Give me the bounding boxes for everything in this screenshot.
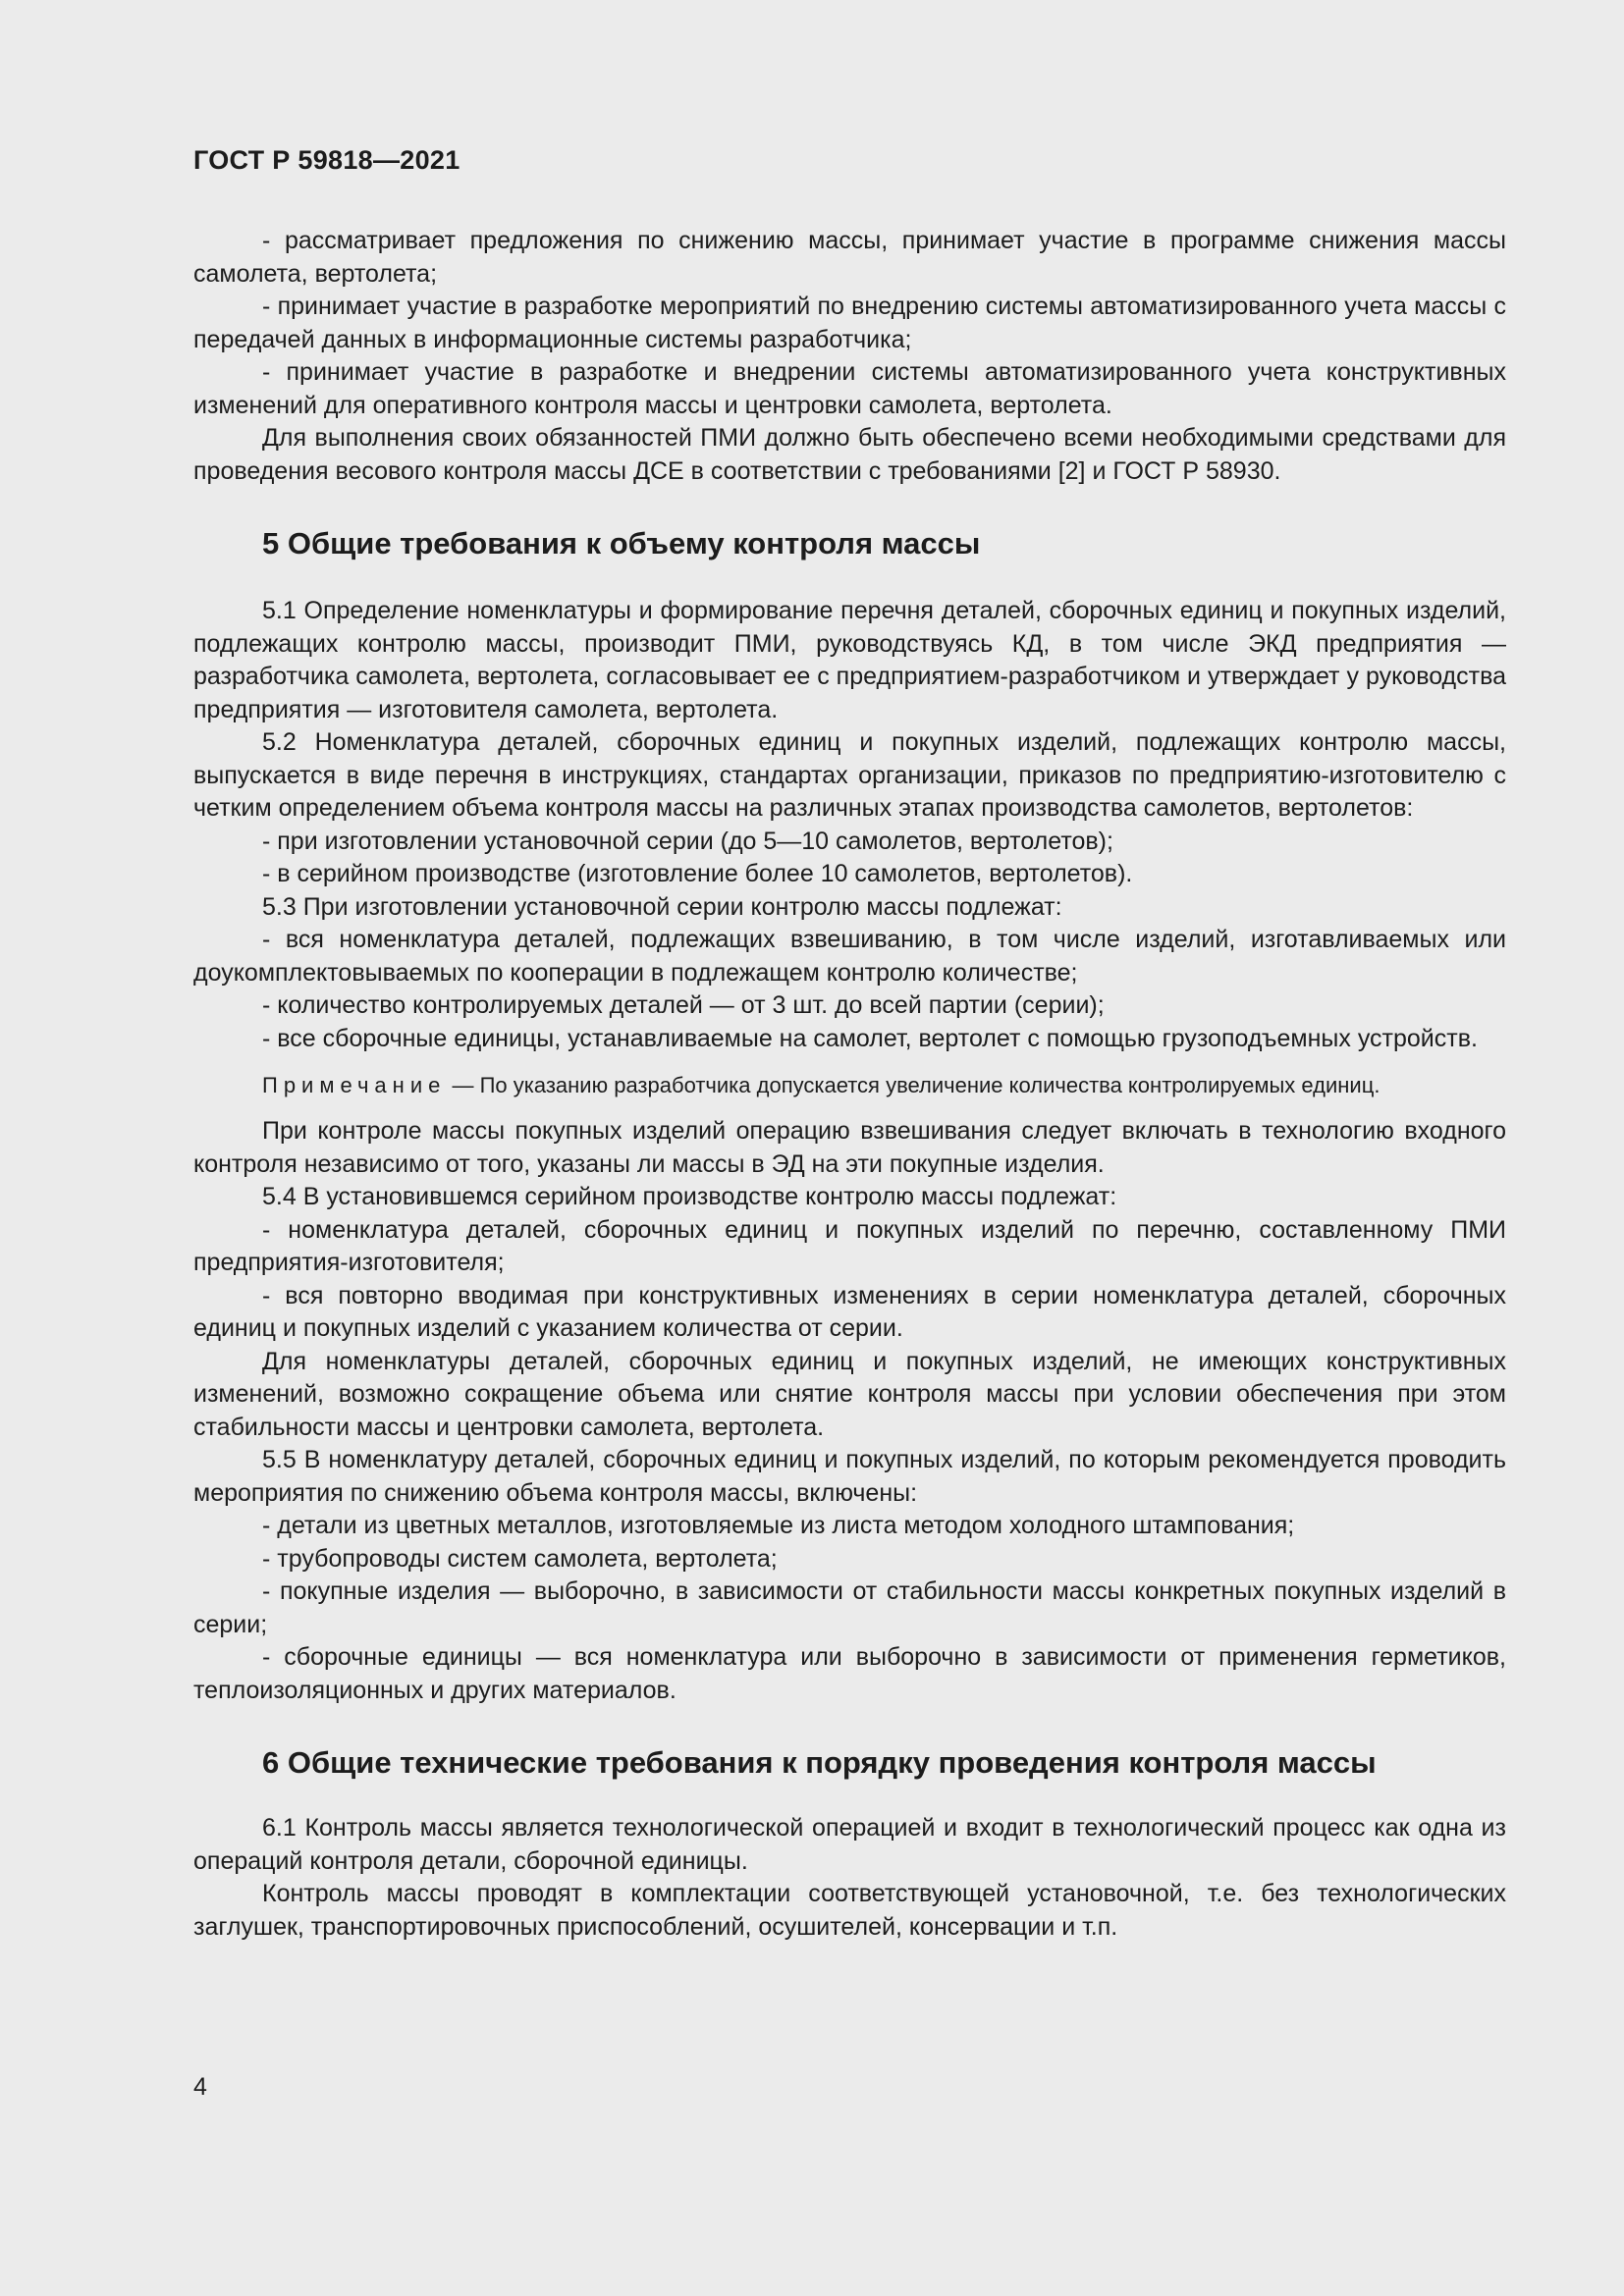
page-number: 4 xyxy=(193,2073,207,2101)
list-item: - номенклатура деталей, сборочных единиц и покупных изделий по перечню, составленному ПМИ предприятия-изготовителя; xyxy=(193,1215,1506,1276)
list-item: - сборочные единицы — вся номенклатура или выборочно в зависимости от применения герметиков, теплоизоляционных и других материалов. xyxy=(193,1643,1506,1704)
paragraph-5-1: 5.1 Определение номенклатуры и формирование перечня деталей, сборочных единиц и покупных изделий, подлежащих контролю массы, производит ПМИ, руководствуясь КД, в том числе ЭКД предприятия — разработчика самолета, вертолета, согласовывает ее с предприятием-разработчиком и утверждает у руководства предприятия — изготовителя самолета, вертолета. xyxy=(193,597,1506,723)
list-item: - детали из цветных металлов, изготовляемые из листа методом холодного штампования; xyxy=(262,1512,1295,1539)
paragraph-5-4: 5.4 В установившемся серийном производстве контролю массы подлежат: xyxy=(262,1183,1117,1210)
paragraph-5-5: 5.5 В номенклатуру деталей, сборочных единиц и покупных изделий, по которым рекомендуется проводить мероприятия по снижению объема контроля массы, включены: xyxy=(193,1446,1506,1507)
paragraph: Для выполнения своих обязанностей ПМИ должно быть обеспечено всеми необходимыми средствами для проведения весового контроля массы ДСЕ в соответствии с требованиями [2] и ГОСТ Р 58930. xyxy=(193,424,1506,485)
list-item: - покупные изделия — выборочно, в зависимости от стабильности массы конкретных покупных изделий в серии; xyxy=(193,1577,1506,1638)
document-header: ГОСТ Р 59818—2021 xyxy=(193,145,460,175)
list-item: - количество контролируемых деталей — от 3 шт. до всей партии (серии); xyxy=(262,991,1105,1019)
list-item: - при изготовлении установочной серии (до 5—10 самолетов, вертолетов); xyxy=(262,827,1113,855)
list-item: - все сборочные единицы, устанавливаемые на самолет, вертолет с помощью грузоподъемных устройств. xyxy=(262,1024,1478,1052)
list-item: - вся номенклатура деталей, подлежащих взвешиванию, в том числе изделий, изготавливаемых или доукомплектовываемых по кооперации в подлежащем контролю количестве; xyxy=(193,926,1506,987)
note-label: Примечание xyxy=(262,1073,447,1097)
section-5-heading: 5 Общие требования к объему контроля массы xyxy=(262,526,981,561)
list-item: - принимает участие в разработке мероприятий по внедрению системы автоматизированного учета массы с передачей данных в информационные системы разработчика; xyxy=(193,293,1506,353)
list-item: - рассматривает предложения по снижению массы, принимает участие в программе снижения массы самолета, вертолета; xyxy=(193,227,1506,288)
list-item: - принимает участие в разработке и внедрении системы автоматизированного учета конструктивных изменений для оперативного контроля массы и центровки самолета, вертолета. xyxy=(193,358,1506,419)
note xyxy=(193,1069,1506,1101)
paragraph: Для номенклатуры деталей, сборочных единиц и покупных изделий, не имеющих конструктивных изменений, возможно сокращение объема или снятие контроля массы при условии обеспечения при этом стабильности массы и центровки самолета, вертолета. xyxy=(193,1347,1506,1441)
paragraph: При контроле массы покупных изделий операцию взвешивания следует включать в технологию входного контроля независимо от того, указаны ли массы в ЭД на эти покупные изделия. xyxy=(193,1117,1506,1178)
paragraph-5-3: 5.3 При изготовлении установочной серии контролю массы подлежат: xyxy=(262,892,1062,921)
paragraph: Контроль массы проводят в комплектации соответствующей установочной, т.е. без технологических заглушек, транспортировочных приспособлений, осушителей, консервации и т.п. xyxy=(193,1880,1506,1941)
note-text: По указанию разработчика допускается увеличение количества контролируемых единиц. xyxy=(479,1073,1380,1097)
paragraph-5-2: 5.2 Номенклатура деталей, сборочных единиц и покупных изделий, подлежащих контролю массы, выпускается в виде перечня в инструкциях, стандартах организации, приказов по предприятию-изготовителю с четким определением объема контроля массы на различных этапах производства самолетов, вертолетов: xyxy=(193,728,1506,822)
list-item: - в серийном производстве (изготовление более 10 самолетов, вертолетов). xyxy=(262,860,1133,887)
section-6-heading: 6 Общие технические требования к порядку проведения контроля массы xyxy=(262,1745,1377,1780)
list-item: - трубопроводы систем самолета, вертолета; xyxy=(262,1544,778,1573)
list-item: - вся повторно вводимая при конструктивных изменениях в серии номенклатура деталей, сборочных единиц и покупных изделий с указанием количества от серии. xyxy=(193,1281,1506,1342)
note-dash: — xyxy=(446,1073,480,1097)
page-content xyxy=(193,225,1506,1944)
paragraph-6-1: 6.1 Контроль массы является технологической операцией и входит в технологический процесс как одна из операций контроля детали, сборочной единицы. xyxy=(193,1814,1506,1875)
document-page xyxy=(193,0,1506,2296)
